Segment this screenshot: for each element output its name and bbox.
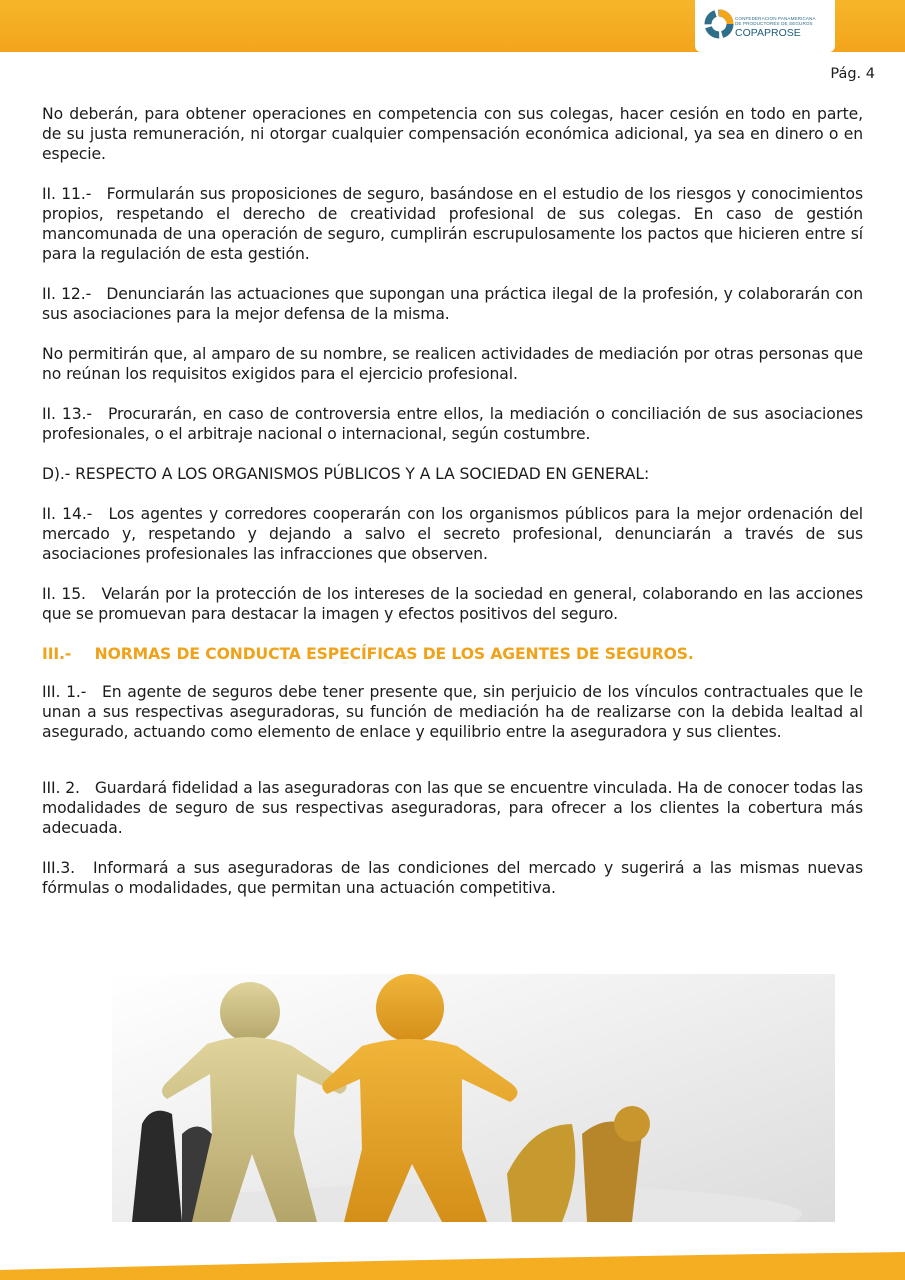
clause-text: Denunciarán las actuaciones que supongan una práctica ilegal de la profesión, y colaborarán con sus asociaciones para la mejor defensa de la misma. [42,285,863,323]
clause-number: II. 11.- [42,185,92,203]
page-number: Pág. 4 [830,66,875,82]
clause-number: III.3. [42,859,76,877]
clause-text: Los agentes y corredores cooperarán con los organismos públicos para la mejor ordenación del mercado y, respetando y dejando a salvo el secreto profesional, denunciarán a través de sus asociaciones profesionales las infracciones que observen. [42,505,863,563]
logo-name: COPAPROSE [735,27,801,40]
clause-number: II. 13.- [42,405,92,423]
clause-text: Informará a sus aseguradoras de las condiciones del mercado y sugerirá a las mismas nuevas fórmulas o modalidades, que permitan una actuación competitiva. [42,859,863,897]
copaprose-logo [695,0,835,52]
logo-line-1: CONFEDERACION PANAMERICANA [735,16,816,21]
paragraph-compensation: No deberán, para obtener operaciones en competencia con sus colegas, hacer cesión en todo en parte, de su justa remuneración, ni otorgar cualquier compensación económica adicional, ya sea en dinero o en especie. [42,105,863,163]
clause-text: Formularán sus proposiciones de seguro, basándose en el estudio de los riesgos y conocimientos propios, respetando el derecho de creatividad profesional de sus colegas. En caso de gestión mancomunada de una operación de seguro, cumplirán escrupulosamente los pactos que hicieren entre sí para la regulación de esta gestión. [42,185,863,263]
section-number: III.- [42,645,72,663]
paragraph-ii-15 [42,584,863,624]
paragraph-iii-1 [42,682,863,742]
paragraph-ii-12 [42,284,863,324]
logo-circle-icon [702,5,736,43]
page-body [42,104,863,918]
paragraph-name-use: No permitirán que, al amparo de su nombre, se realicen actividades de mediación por otras personas que no reúnan los requisitos exigidos para el ejercicio profesional. [42,345,863,383]
clause-text: Guardará fidelidad a las aseguradoras con las que se encuentre vinculada. Ha de conocer todas las modalidades de seguro de sus respectivas aseguradoras, para ofrecer a los clientes la cobertura más adecuada. [42,779,864,837]
paragraph-iii-3 [42,858,863,898]
clause-number: III. 1.- [42,683,87,701]
clause-text: Velarán por la protección de los intereses de la sociedad en general, colaborando en las acciones que se promuevan para destacar la imagen y efectos positivos del seguro. [42,585,863,623]
subsection-heading-d: D).- RESPECTO A LOS ORGANISMOS PÚBLICOS Y A LA SOCIEDAD EN GENERAL: [42,465,650,483]
paper-people-image [112,974,835,1222]
section-iii-title [42,644,863,664]
clause-number: II. 12.- [42,285,92,303]
paragraph-ii-13 [42,404,863,444]
clause-number: III. 2. [42,779,80,797]
clause-number: II. 15. [42,585,86,603]
paragraph-ii-11 [42,184,863,264]
paragraph-iii-2 [42,778,863,838]
clause-text: En agente de seguros debe tener presente que, sin perjuicio de los vínculos contractuales que le unan a sus respectivas aseguradoras, su función de mediación ha de realizarse con la debida lealtad al asegurado, actuando como elemento de enlace y equilibrio entre la aseguradora y sus clientes. [42,683,863,741]
section-title-text: NORMAS DE CONDUCTA ESPECÍFICAS DE LOS AGENTES DE SEGUROS. [94,645,694,663]
paragraph-ii-14 [42,504,863,564]
clause-number: II. 14.- [42,505,93,523]
clause-text: Procurarán, en caso de controversia entre ellos, la mediación o conciliación de sus asociaciones profesionales, o el arbitraje nacional o internacional, según costumbre. [42,405,863,443]
logo-line-2: DE PRODUCTORES DE SEGUROS [735,21,813,27]
footer-band [0,1252,905,1280]
